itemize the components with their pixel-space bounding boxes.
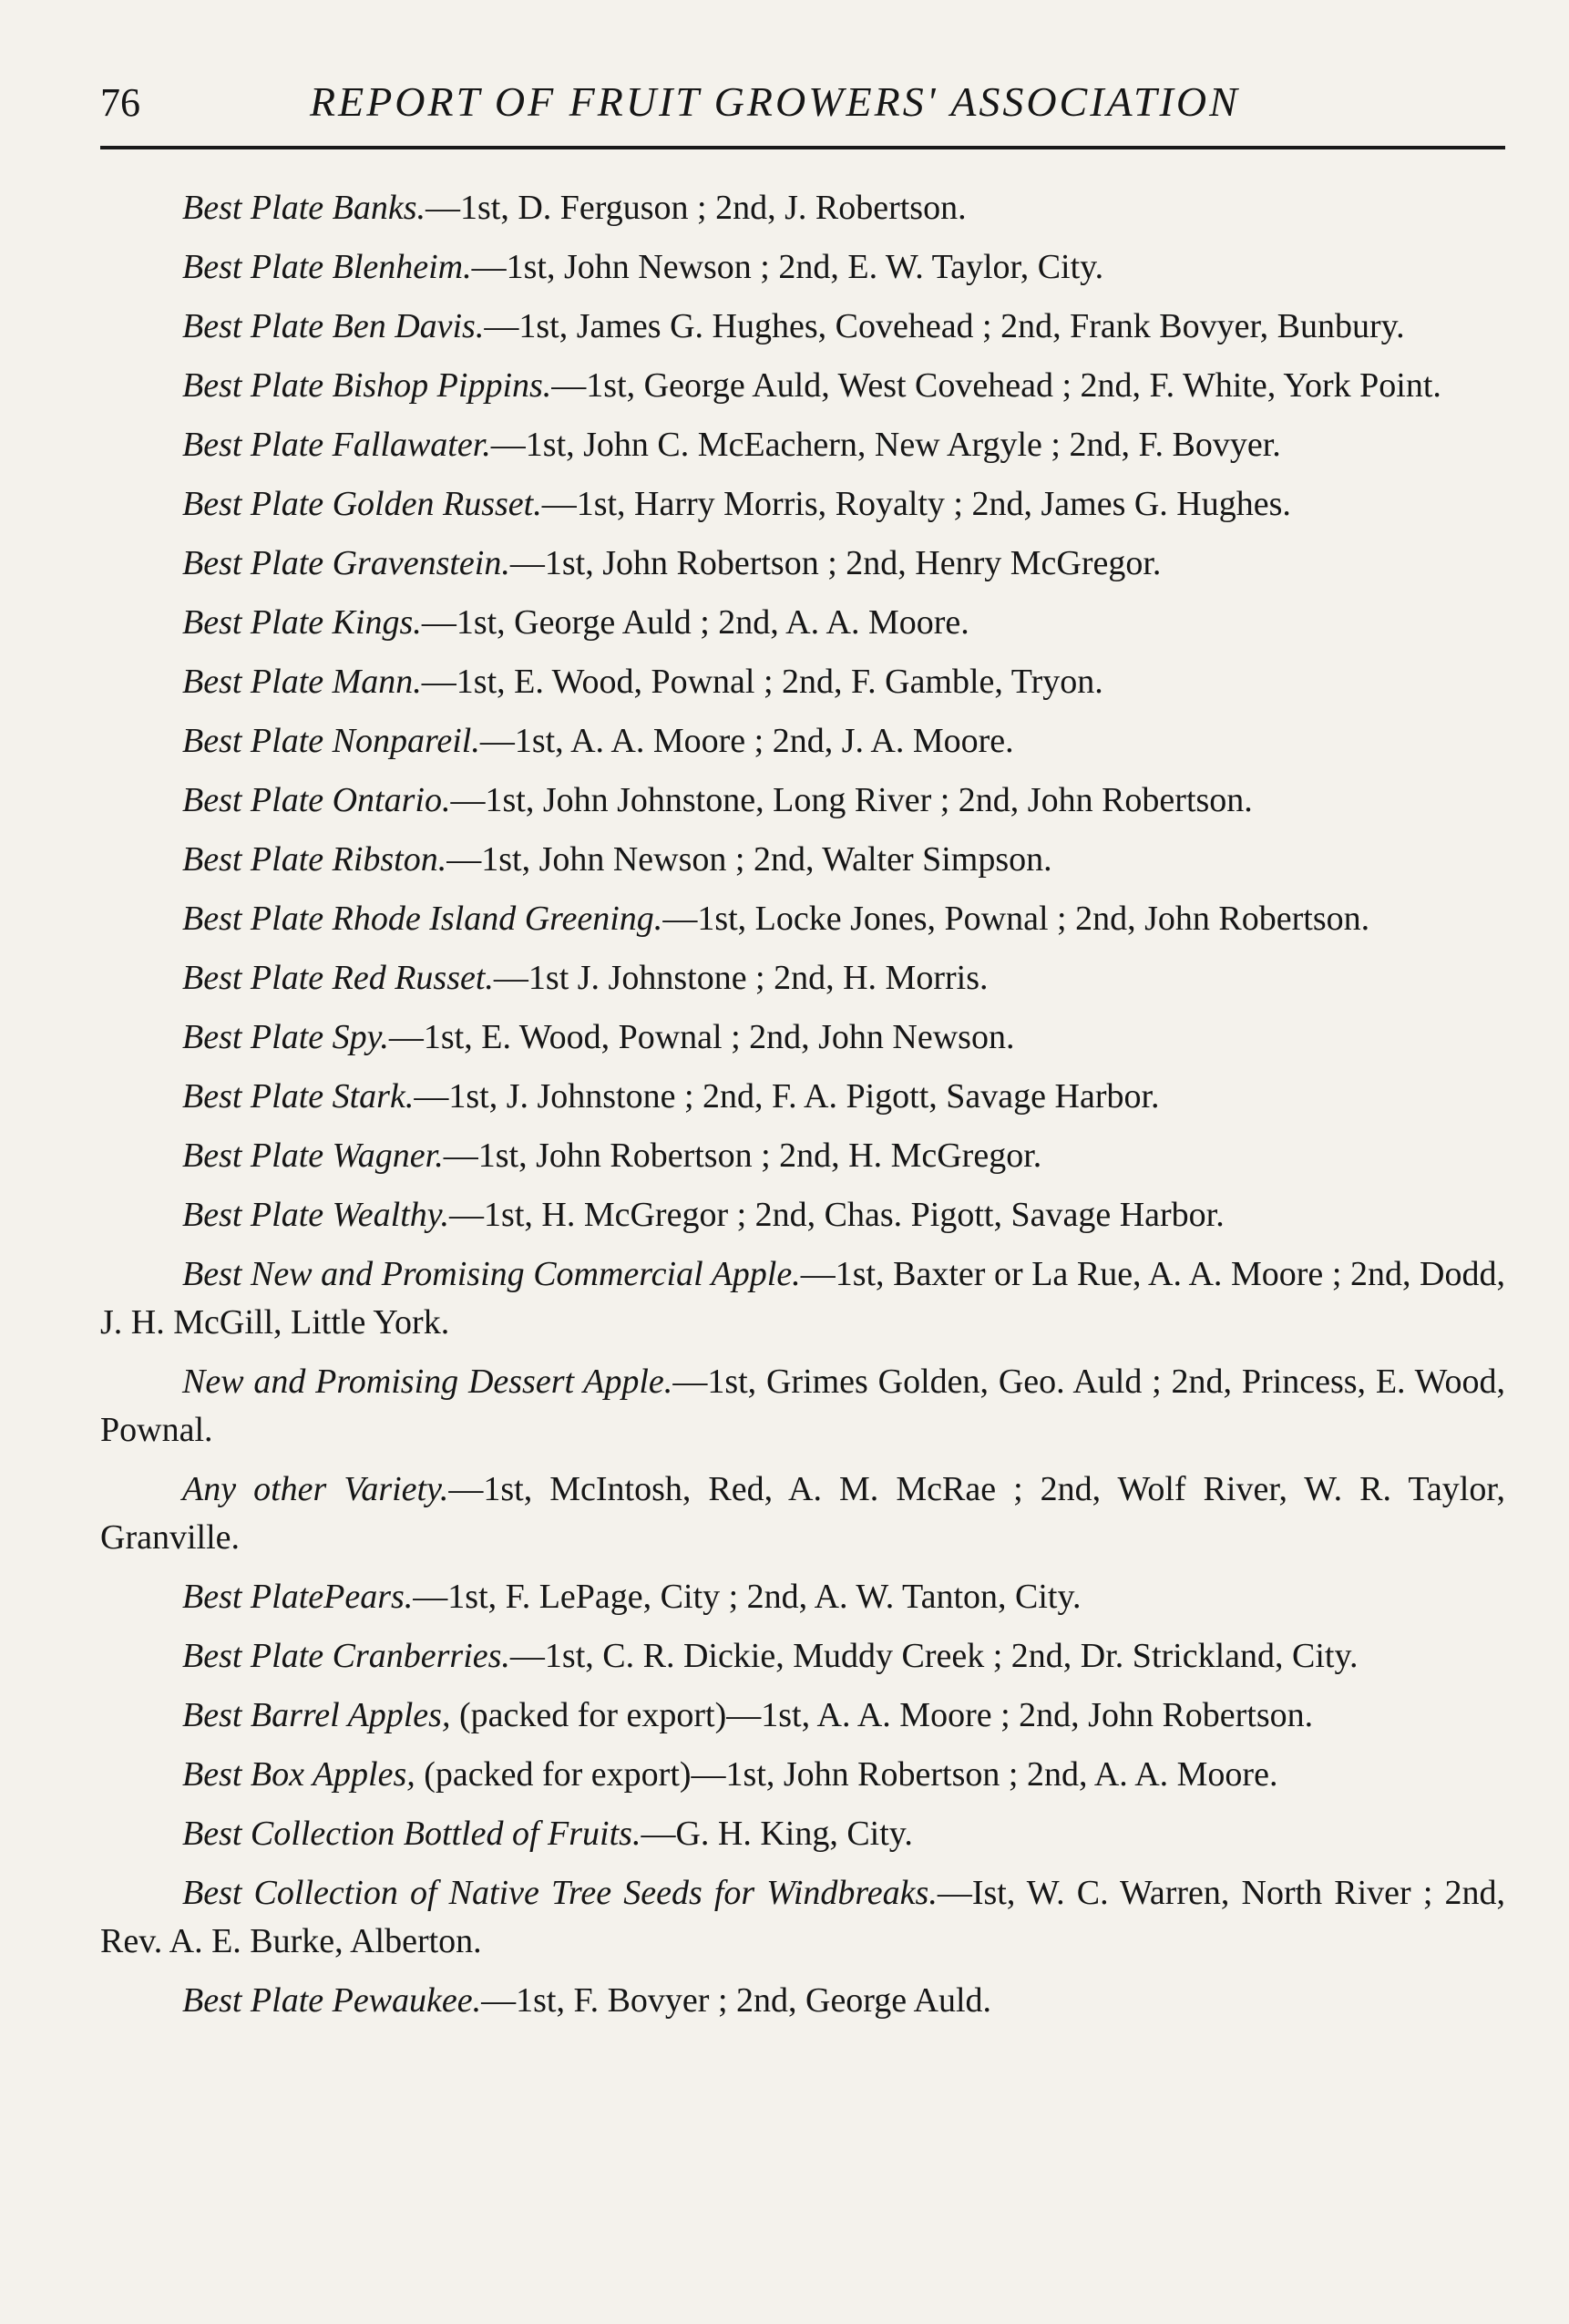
award-category: Best Plate Nonpareil. (182, 722, 480, 760)
award-category: Best Plate Banks. (182, 189, 426, 227)
award-entry (100, 1869, 1505, 1966)
award-winners: —1st, F. Bovyer ; 2nd, George Auld. (481, 1981, 992, 2020)
award-category: Best Plate Fallawater. (182, 426, 491, 464)
award-entry (100, 480, 1505, 529)
award-category: Best Plate Spy. (182, 1018, 389, 1056)
award-winners: —G. H. King, City. (641, 1815, 913, 1853)
award-winners: —1st, John Johnstone, Long River ; 2nd, John Robertson. (450, 781, 1253, 819)
award-winners: —1st, J. Johnstone ; 2nd, F. A. Pigott, Savage Harbor. (414, 1077, 1160, 1116)
award-category: Best Plate Rhode Island Greening. (182, 900, 663, 938)
award-winners: —1st, Locke Jones, Pownal ; 2nd, John Robertson. (662, 900, 1370, 938)
award-winners: —1st J. Johnstone ; 2nd, H. Morris. (493, 959, 989, 997)
award-winners: —1st, McIntosh, Red, A. M. McRae ; 2nd, Wolf River, W. R. Taylor, Granville. (100, 1470, 1505, 1557)
award-entry (100, 1073, 1505, 1121)
award-entry (100, 1810, 1505, 1858)
award-category: Best Plate Stark. (182, 1077, 415, 1116)
award-winners: —1st, James G. Hughes, Covehead ; 2nd, Frank Bovyer, Bunbury. (484, 307, 1405, 345)
award-category: Best Collection of Native Tree Seeds for Windbreaks. (182, 1874, 938, 1912)
award-winners: —1st, C. R. Dickie, Muddy Creek ; 2nd, Dr. Strickland, City. (509, 1637, 1359, 1675)
award-winners: —1st, Baxter or La Rue, A. A. Moore ; 2nd, Dodd, J. H. McGill, Little York. (100, 1255, 1505, 1342)
award-entry (100, 184, 1505, 232)
award-category: Best Plate Blenheim. (182, 248, 472, 286)
award-category: Best Plate Red Russet. (182, 959, 494, 997)
award-winners: —1st, D. Ferguson ; 2nd, J. Robertson. (425, 189, 967, 227)
award-entry (100, 1191, 1505, 1239)
award-entry (100, 1465, 1505, 1562)
award-winners: —1st, E. Wood, Pownal ; 2nd, F. Gamble, Tryon. (421, 663, 1103, 701)
award-category: Best Plate Wagner. (182, 1136, 444, 1175)
award-entry (100, 658, 1505, 706)
award-winners: —1st, F. LePage, City ; 2nd, A. W. Tanton, City. (413, 1578, 1082, 1616)
award-category: Best Plate Ontario. (182, 781, 451, 819)
award-entry (100, 303, 1505, 351)
award-category: Best Plate Bishop Pippins. (182, 366, 552, 405)
page-header (100, 77, 1505, 149)
award-entry (100, 1573, 1505, 1621)
award-winners: —1st, John Newson ; 2nd, Walter Simpson. (446, 840, 1052, 879)
award-winners: —1st, John Robertson ; 2nd, Henry McGregor. (509, 544, 1162, 582)
award-winners: —1st, H. McGregor ; 2nd, Chas. Pigott, Savage Harbor. (449, 1196, 1225, 1234)
award-entry (100, 717, 1505, 766)
award-category: Best Plate Pewaukee. (182, 1981, 482, 2020)
award-winners: —1st, John Robertson ; 2nd, H. McGregor. (443, 1136, 1042, 1175)
award-winners: (packed for export)—1st, John Robertson ; 2nd, A. A. Moore. (415, 1755, 1278, 1794)
award-entry (100, 1632, 1505, 1681)
award-category: Best Barrel Apples, (182, 1696, 451, 1734)
award-entry (100, 421, 1505, 469)
award-entry (100, 243, 1505, 292)
award-category: Best New and Promising Commercial Apple. (182, 1255, 801, 1293)
award-winners: —1st, John C. McEachern, New Argyle ; 2nd, F. Bovyer. (490, 426, 1281, 464)
award-category: Best Plate Kings. (182, 603, 422, 642)
award-entry (100, 1692, 1505, 1740)
award-category: New and Promising Dessert Apple. (182, 1363, 673, 1401)
award-category: Best Collection Bottled of Fruits. (182, 1815, 641, 1853)
award-category: Best Plate Cranberries. (182, 1637, 510, 1675)
award-winners: —Ist, W. C. Warren, North River ; 2nd, Rev. A. E. Burke, Alberton. (100, 1874, 1505, 1960)
award-winners: —1st, A. A. Moore ; 2nd, J. A. Moore. (479, 722, 1014, 760)
award-winners: —1st, Harry Morris, Royalty ; 2nd, James G. Hughes. (541, 485, 1291, 523)
award-entry (100, 1977, 1505, 2025)
award-category: Best Box Apples, (182, 1755, 415, 1794)
running-title: REPORT OF FRUIT GROWERS' ASSOCIATION (310, 78, 1240, 125)
award-entry (100, 1132, 1505, 1180)
award-winners: —1st, George Auld, West Covehead ; 2nd, F. White, York Point. (551, 366, 1441, 405)
award-entry (100, 1751, 1505, 1799)
award-category: Best Plate Ben Davis. (182, 307, 485, 345)
award-category: Any other Variety. (182, 1470, 449, 1508)
award-entry (100, 1013, 1505, 1062)
award-entry (100, 1358, 1505, 1455)
award-category: Best Plate Golden Russet. (182, 485, 542, 523)
award-category: Best Plate Wealthy. (182, 1196, 450, 1234)
award-list (100, 184, 1505, 2025)
award-entry (100, 1250, 1505, 1347)
award-entry (100, 362, 1505, 410)
award-entry (100, 540, 1505, 588)
award-winners: —1st, George Auld ; 2nd, A. A. Moore. (421, 603, 969, 642)
award-entry (100, 895, 1505, 943)
award-winners: —1st, John Newson ; 2nd, E. W. Taylor, City. (471, 248, 1104, 286)
award-entry (100, 836, 1505, 884)
award-entry (100, 776, 1505, 825)
award-winners: —1st, Grimes Golden, Geo. Auld ; 2nd, Princess, E. Wood, Pownal. (100, 1363, 1505, 1449)
award-category: Best Plate Gravenstein. (182, 544, 510, 582)
award-category: Best PlatePears. (182, 1578, 414, 1616)
award-winners: —1st, E. Wood, Pownal ; 2nd, John Newson. (388, 1018, 1015, 1056)
award-category: Best Plate Ribston. (182, 840, 447, 879)
page-number: 76 (100, 80, 140, 125)
award-entry (100, 599, 1505, 647)
award-category: Best Plate Mann. (182, 663, 422, 701)
award-winners: (packed for export)—1st, A. A. Moore ; 2nd, John Robertson. (450, 1696, 1314, 1734)
award-entry (100, 954, 1505, 1003)
